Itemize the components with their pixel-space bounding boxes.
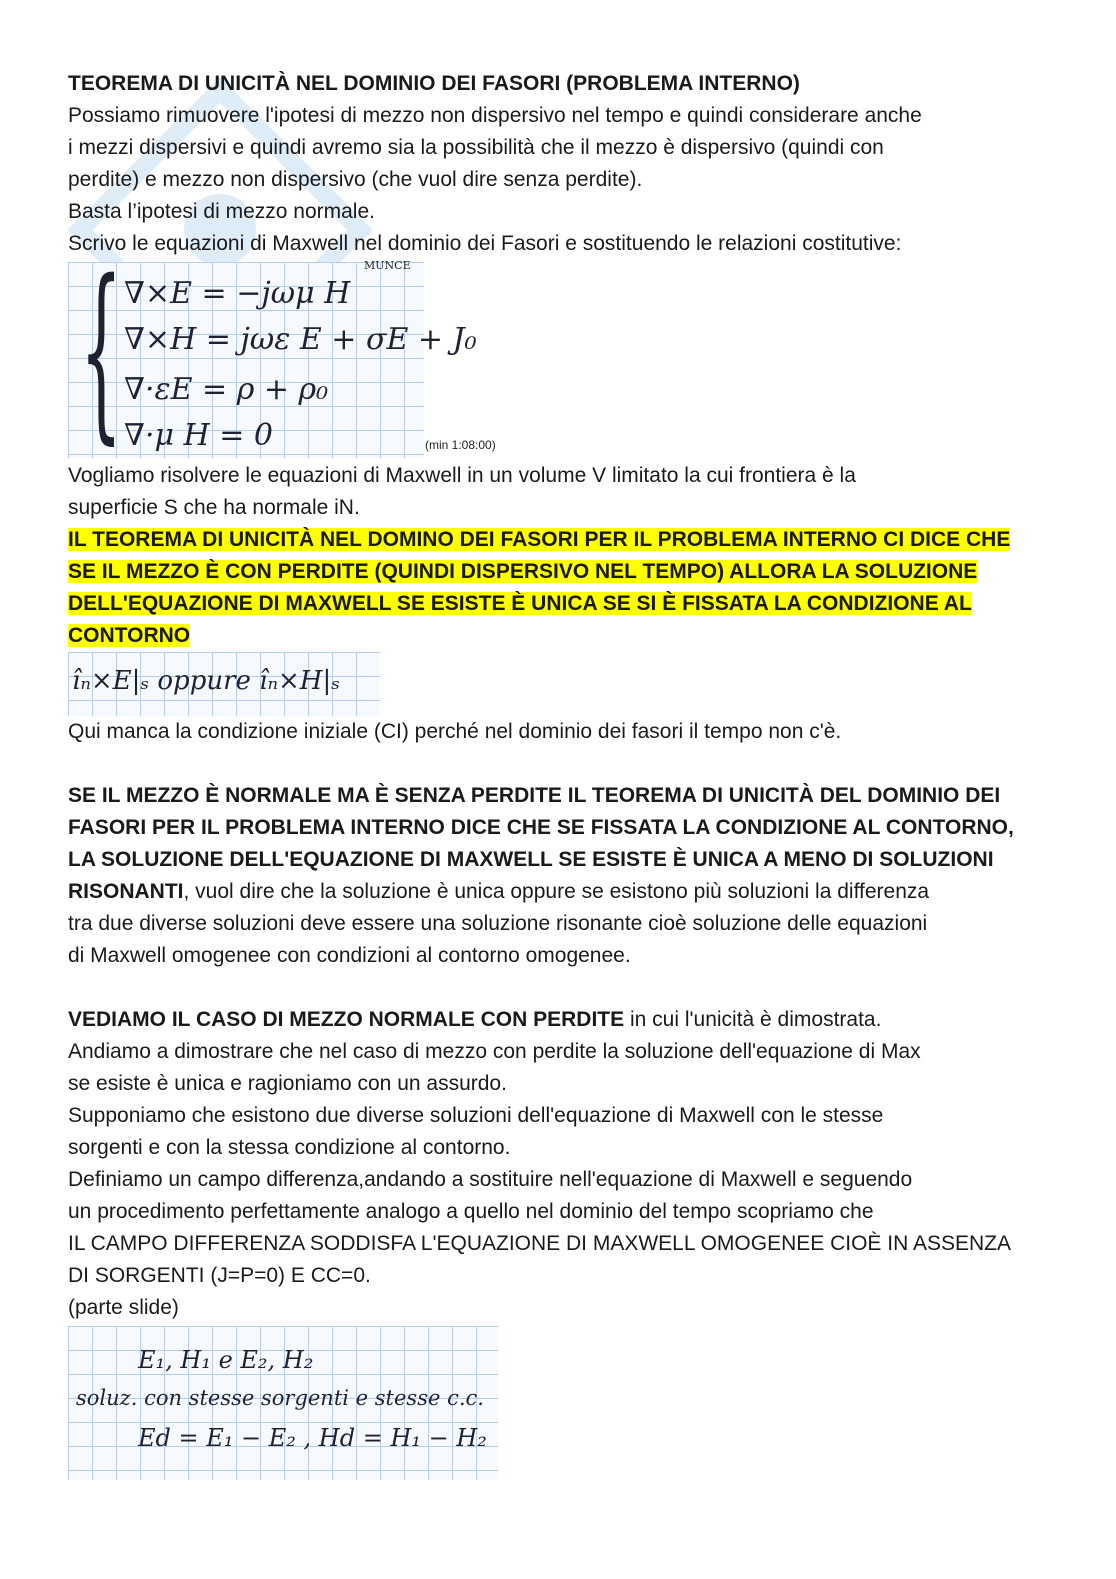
highlight-line (68, 620, 1048, 652)
equations-header-fragment: MUNCE (364, 259, 411, 272)
boundary-condition-image (68, 652, 380, 716)
lossy-line: se esiste è unica e ragioniamo con un assurdo. (68, 1072, 507, 1095)
lossless-line: LA SOLUZIONE DELL'EQUAZIONE DI MAXWELL SE ESISTE È UNICA A MENO DI SOLUZIONI (68, 848, 994, 871)
lossy-line: Supponiamo che esistono due diverse soluzioni dell'equazione di Maxwell con le stesse (68, 1104, 884, 1127)
system-brace: { (80, 240, 123, 461)
lossless-line: FASORI PER IL PROBLEMA INTERNO DICE CHE SE FISSATA LA CONDIZIONE AL CONTORNO, (68, 816, 1014, 839)
intro-line: perdite) e mezzo non dispersivo (che vuol dire senza perdite). (68, 168, 643, 191)
boundary-block (68, 652, 1048, 716)
intro-line: Basta l’ipotesi di mezzo normale. (68, 200, 375, 223)
highlight-text: DELL'EQUAZIONE DI MAXWELL SE ESISTE È UNICA SE SI È FISSATA LA CONDIZIONE AL (68, 592, 972, 615)
lossy-line: Andiamo a dimostrare che nel caso di mezzo con perdite la soluzione dell'equazione di Max (68, 1040, 921, 1063)
volume-line: superficie S che ha normale iN. (68, 496, 360, 519)
lossy-line: (parte slide) (68, 1296, 179, 1319)
intro-line: i mezzi dispersivi e quindi avremo sia la possibilità che il mezzo è dispersivo (quindi con (68, 136, 884, 159)
equation-faraday: ∇×E = −jωμ H (124, 276, 351, 311)
lossless-bold-lead: RISONANTI (68, 880, 184, 903)
lossy-line: IL CAMPO DIFFERENZA SODDISFA L'EQUAZIONE DI MAXWELL OMOGENEE CIOÈ IN ASSENZA (68, 1232, 1011, 1255)
lossy-line: DI SORGENTI (J=P=0) E CC=0. (68, 1264, 371, 1287)
timestamp-caption: (min 1:08:00) (425, 438, 496, 452)
initial-condition-line: Qui manca la condizione iniziale (CI) perché nel dominio dei fasori il tempo non c'è. (68, 720, 842, 743)
lossless-line: tra due diverse soluzioni deve essere una soluzione risonante cioè soluzione delle equazioni (68, 912, 928, 935)
highlight-text: IL TEOREMA DI UNICITÀ NEL DOMINO DEI FASORI PER IL PROBLEMA INTERNO CI DICE CHE (68, 528, 1011, 551)
lossy-bold-lead: VEDIAMO IL CASO DI MEZZO NORMALE CON PERDITE (68, 1008, 625, 1031)
volume-line: Vogliamo risolvere le equazioni di Maxwell in un volume V limitato la cui frontiera è la (68, 464, 856, 487)
slide-line-fields: E₁, H₁ e E₂, H₂ (138, 1346, 314, 1374)
highlight-line (68, 588, 1048, 620)
spacer (68, 748, 1048, 780)
lossless-rest: , vuol dire che la soluzione è unica oppure se esistono più soluzioni la differenza (183, 880, 930, 903)
intro-line: Possiamo rimuovere l'ipotesi di mezzo non dispersivo nel tempo e quindi considerare anche (68, 104, 922, 127)
highlight-line (68, 556, 1048, 588)
boundary-formula: îₙ×E|ₛ oppure îₙ×H|ₛ (72, 666, 340, 696)
intro-line: Scrivo le equazioni di Maxwell nel dominio dei Fasori e sostituendo le relazioni costitutive: (68, 232, 902, 255)
equation-gauss-e: ∇·εE = ρ + ρ₀ (124, 372, 329, 407)
lossy-line (68, 1004, 1048, 1036)
lossless-line (68, 876, 1048, 908)
slide-handwriting-image (68, 1326, 498, 1480)
lossy-line: un procedimento perfettamente analogo a quello nel dominio del tempo scopriamo che (68, 1200, 874, 1223)
lossless-line: SE IL MEZZO È NORMALE MA È SENZA PERDITE IL TEOREMA DI UNICITÀ DEL DOMINIO DEI (68, 784, 1001, 807)
spacer (68, 972, 1048, 1004)
slide-line-difference: Ed = E₁ − E₂ , Hd = H₁ − H₂ (138, 1424, 487, 1452)
lossless-line: di Maxwell omogenee con condizioni al contorno omogenee. (68, 944, 631, 967)
highlight-line (68, 524, 1048, 556)
lossy-line: Definiamo un campo differenza,andando a sostituire nell'equazione di Maxwell e seguendo (68, 1168, 913, 1191)
highlight-text: CONTORNO (68, 624, 191, 647)
lossy-line: sorgenti e con la stessa condizione al contorno. (68, 1136, 511, 1159)
slide-line-solutions: soluz. con stesse sorgenti e stesse c.c. (76, 1386, 484, 1410)
equation-ampere: ∇×H = jωε E + σE + J₀ (124, 322, 477, 357)
lossy-rest: in cui l'unicità è dimostrata. (624, 1008, 882, 1031)
highlight-text: SE IL MEZZO È CON PERDITE (QUINDI DISPERSIVO NEL TEMPO) ALLORA LA SOLUZIONE (68, 560, 978, 583)
slide-block (68, 1324, 1048, 1482)
page-title: TEOREMA DI UNICITÀ NEL DOMINIO DEI FASORI (PROBLEMA INTERNO) (68, 72, 800, 95)
equation-gauss-h: ∇·μ H = 0 (124, 418, 273, 453)
